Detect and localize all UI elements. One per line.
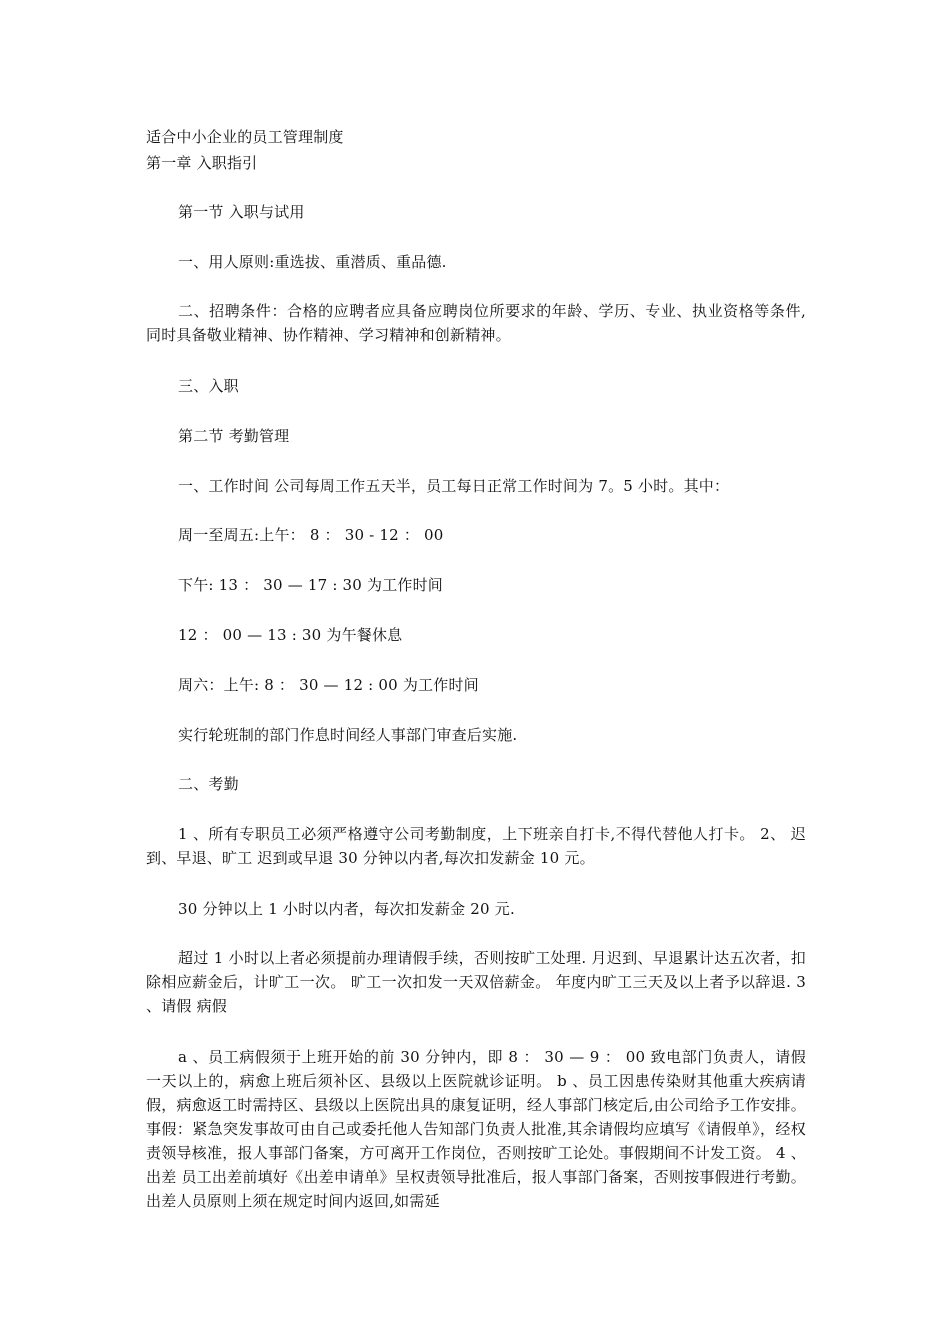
paragraph-saturday: 周六：上午: 8 ： 30 — 12 : 00 为工作时间: [178, 676, 479, 694]
paragraph-weekday: 周一至周五:上午： 8 ： 30 - 12 ： 00: [178, 526, 444, 544]
paragraph-rule-1: 1 、所有专职员工必须严格遵守公司考勤制度，上下班亲自打卡,不得代替他人打卡。 2、 迟到、早退、旷工 迟到或早退 30 分钟以内者,每次扣发薪金 10 元。: [146, 825, 806, 867]
paragraph-principle: 一、用人原则:重选拔、重潜质、重品德.: [178, 253, 447, 271]
paragraph-worktime: 一、工作时间 公司每周工作五天半，员工每日正常工作时间为 7。5 小时。其中：: [178, 477, 730, 495]
chapter-heading: 第一章 入职指引: [146, 154, 258, 172]
section-heading-2: 第二节 考勤管理: [178, 427, 290, 445]
document-title: 适合中小企业的员工管理制度: [146, 128, 344, 146]
paragraph-shift: 实行轮班制的部门作息时间经人事部门审查后实施.: [178, 726, 518, 744]
paragraph-lunch: 12 ： 00 — 13 : 30 为午餐休息: [178, 626, 403, 644]
section-heading-1: 第一节 入职与试用: [178, 203, 305, 221]
paragraph-attendance: 二、考勤: [178, 775, 239, 793]
paragraph-rule-4: a 、员工病假须于上班开始的前 30 分钟内，即 8 ： 30 — 9 ： 00 致电部门负责人，请假一天以上的，病愈上班后须补区、县级以上医院就诊证明。 b 、员工因患传染财其他重大疾病请假，病愈返工时需持区、县级以上医院出具的康复证明，经人事部门核定后,由公司给予工作安排。 事假：紧急突发事故可由自己或委托他人告知部门负责人批准,其余请假均应填写《请假单》，经权责领导核准，报人事部门备案，方可离开工作岗位，否则按旷工论处。事假期间不计发工资。 4 、出差 员工出差前填好《出差申请单》呈权责领导批准后，报人事部门备案，否则按事假进行考勤。 出差人员原则上须在规定时间内返回,如需延: [146, 1048, 806, 1210]
paragraph-rule-3: 超过 1 小时以上者必须提前办理请假手续，否则按旷工处理. 月迟到、早退累计达五次者，扣除相应薪金后，计旷工一次。 旷工一次扣发一天双倍薪金。 年度内旷工三天及以上者予以辞退. 3 、请假 病假: [146, 949, 806, 1015]
paragraph-rule-2: 30 分钟以上 1 小时以内者，每次扣发薪金 20 元.: [178, 900, 515, 918]
paragraph-afternoon: 下午: 13 ： 30 — 17 : 30 为工作时间: [178, 576, 444, 594]
paragraph-recruit: 二、招聘条件：合格的应聘者应具备应聘岗位所要求的年龄、学历、专业、执业资格等条件,同时具备敬业精神、协作精神、学习精神和创新精神。: [146, 302, 806, 344]
paragraph-entry: 三、入职: [178, 377, 239, 395]
